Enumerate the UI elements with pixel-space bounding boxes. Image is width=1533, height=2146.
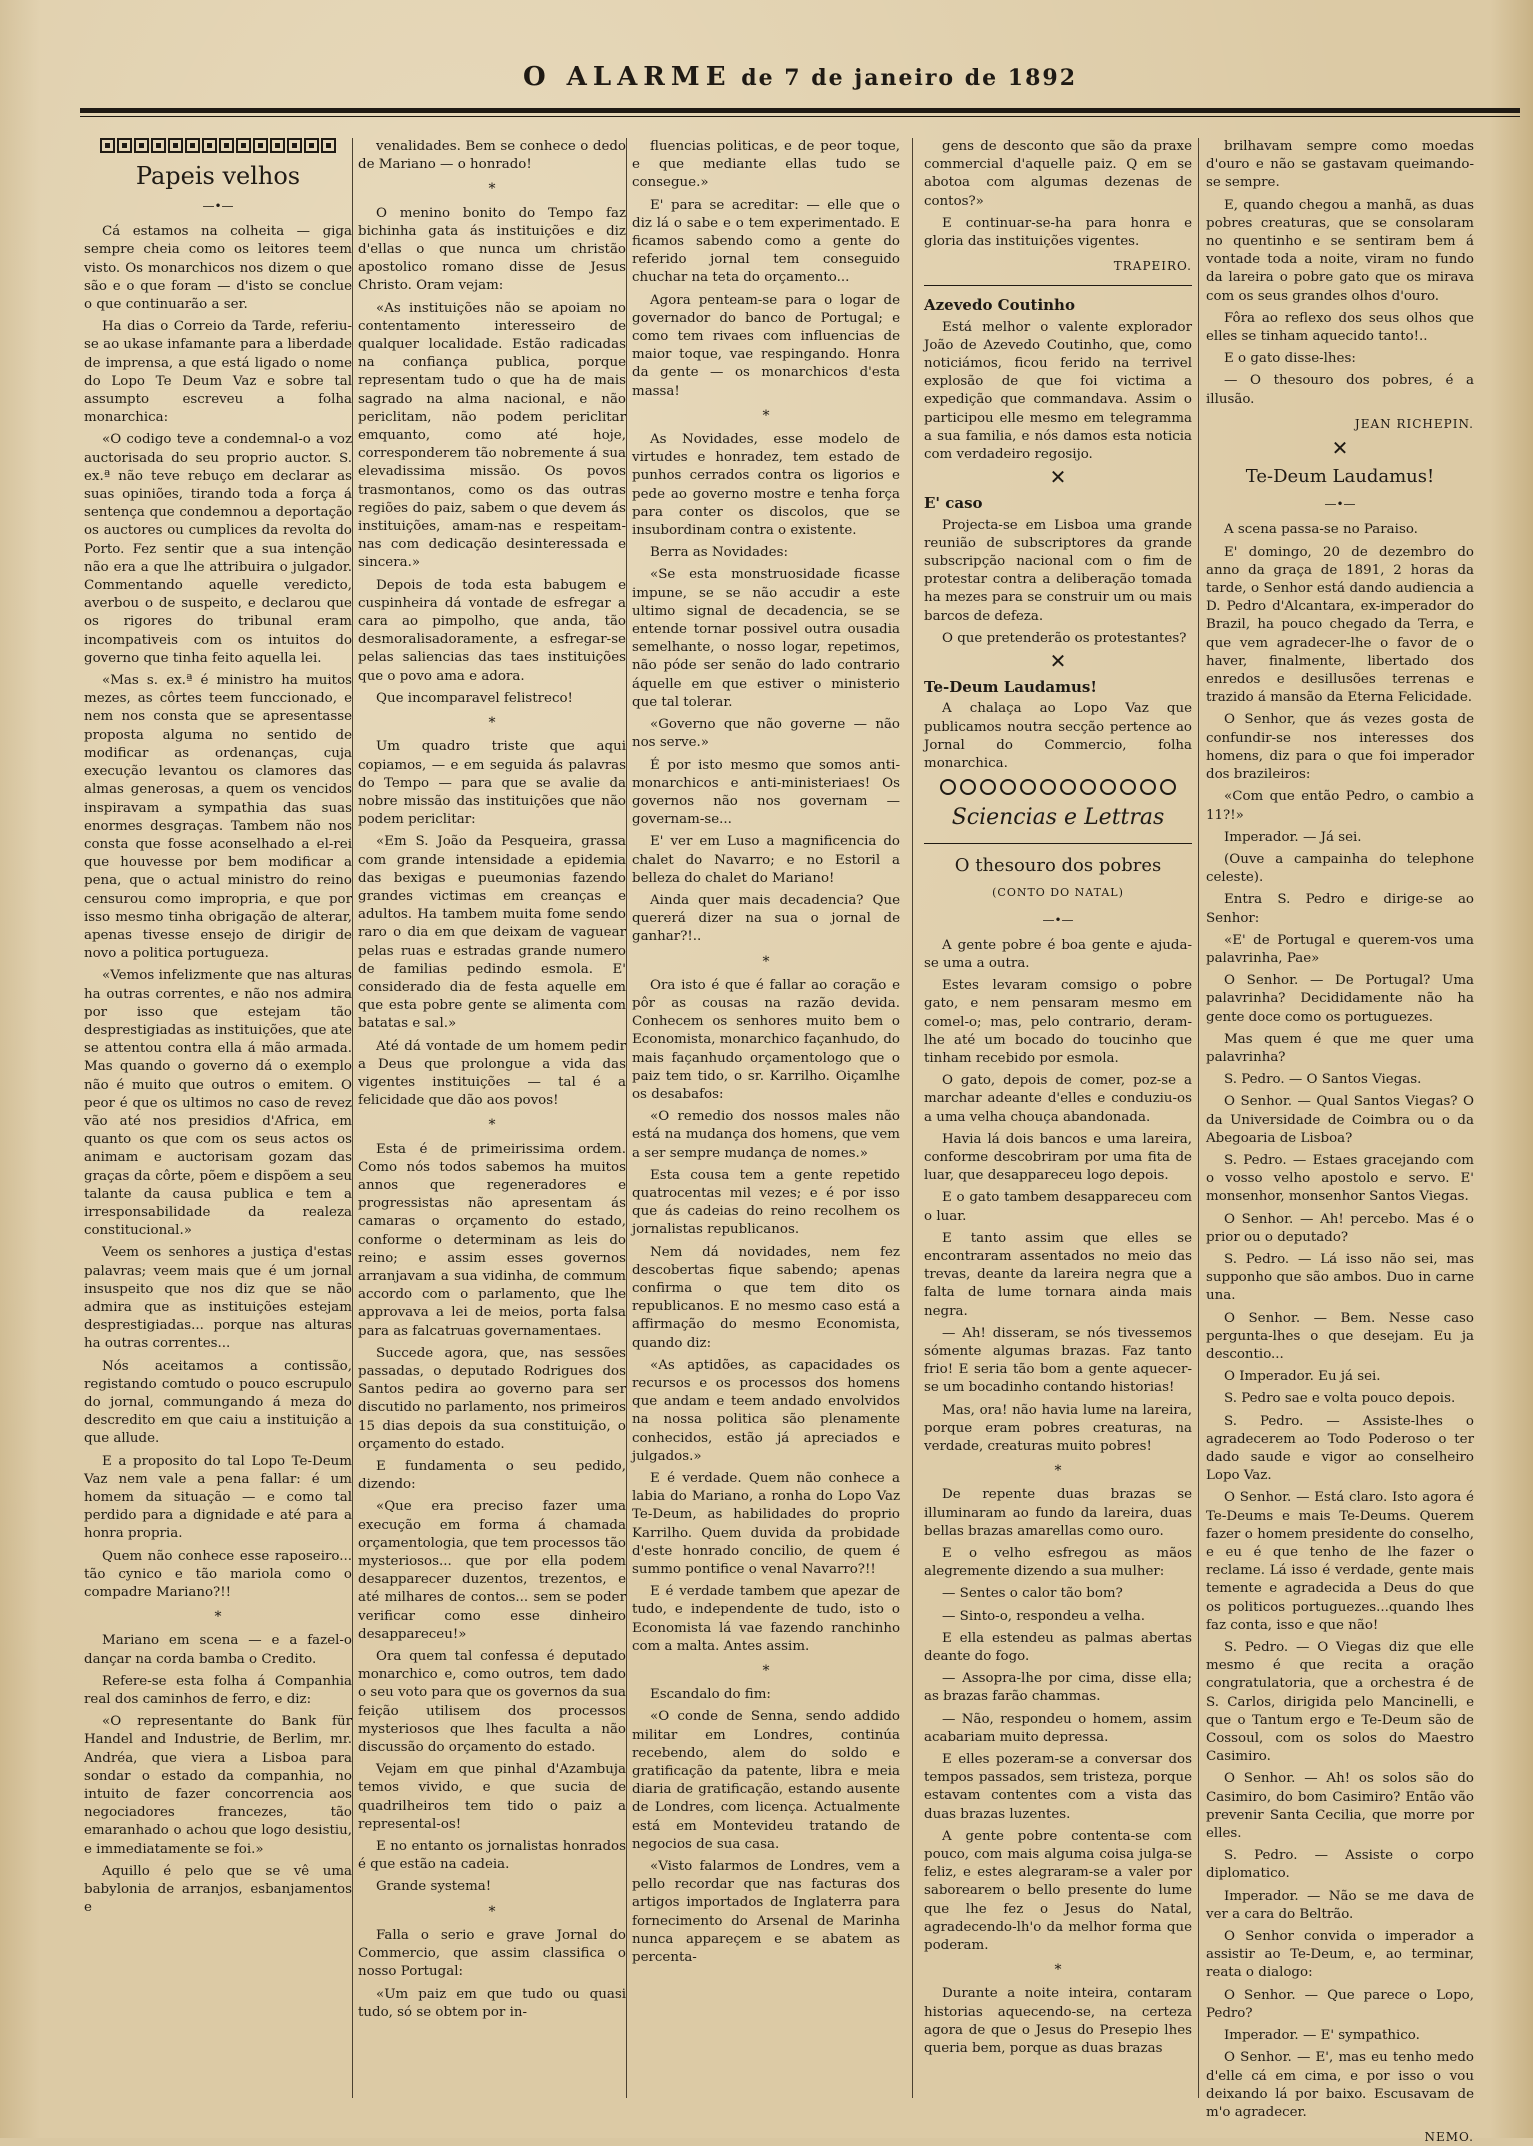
section-heading: Te-Deum Laudamus! (924, 678, 1097, 697)
rule (924, 843, 1192, 844)
paragraph: E elles pozeram-se a conversar dos tempos passados, sem tristeza, porque estavam contentes com a vista das duas brazas luzentes. (924, 1752, 1192, 1822)
quote-paragraph: «Vemos infelizmente que nas alturas ha outras correntes, e não nos admira por isso que estejam tão desprestigiadas as instituições, que ate se attentou contra ella á mão armada. Mas quando o governo dá o exemplo não é muito que outros o emitem. O peor é que os ultimos no caso de revez vão até nos presidios d'Africa, em quanto os que com os seus actos os animam e auctorisam gozam das graças da côrte, põem e dispõem a seu talante da causa publica e tem a irresponsabilidade da realeza constitucional.» (84, 968, 352, 1239)
column-divider (626, 138, 627, 2098)
paragraph: E no entanto os jornalistas honrados é que estão na cadeia. (358, 1839, 626, 1873)
paragraph: Durante a noite inteira, contaram historias aquecendo-se, na certeza agora de que o Jesus do Presepio lhes queria bem, porque as duas brazas (924, 1986, 1192, 2057)
story-title: O thesouro dos pobres (954, 855, 1162, 877)
quote-paragraph: «Que era preciso fazer uma execução em forma á chamada orçamentologia, que tem processos tão mysteriosos... que por ella podem desapparecer duzentos, trezentos, e até milhares de contos... sem se poder verificar como esse dinheiro desappareceu!» (358, 1499, 626, 1642)
paragraph: Aquillo é pelo que se vê uma babylonia de arranjos, esbanjamentos e (84, 1863, 352, 1916)
paragraph: Agora penteam-se para o logar de governador do banco de Portugal; e como tem rivaes com influencias de maior toque, vae respingando. Honra da gente — os monarchicos d'esta massa! (632, 292, 900, 399)
star-separator: * (762, 953, 770, 970)
quote-paragraph: «Um paiz em que tudo ou quasi tudo, só se obtem por in- (358, 1986, 626, 2020)
star-separator: * (488, 1903, 496, 1920)
column-4 (924, 138, 1192, 2118)
paragraph: A gente pobre é boa gente e ajuda-se uma a outra. (924, 937, 1192, 971)
paragraph: E o gato tambem desappareceu com o luar. (924, 1190, 1192, 1224)
paragraph: De repente duas brazas se illuminaram ao fundo da lareira, duas bellas brazas amarellas como ouro. (924, 1487, 1192, 1539)
paragraph: E, quando chegou a manhã, as duas pobres creaturas, que se consolaram no quentinho e se sentiram bem á vontade toda a noite, viram no fundo da lareira o pobre gato que os mirava com os seus grandes olhos d'ouro. (1206, 197, 1474, 304)
paragraph: E é verdade. Quem não conhece a labia do Mariano, a ronha do Lopo Vaz Te-Deum, as habilidades do proprio Karrilho. Quem duvida da probidade d'este honrado concilio, de quem é summo pontifice o venal Navarro?!! (632, 1471, 900, 1578)
paragraph: E' para se acreditar: — elle que o diz lá o sabe e o tem experimentado. E ficamos sabendo como a gente do referido jornal tem conseguido chuchar na teta do orçamento... (632, 197, 900, 286)
paragraph: — Assopra-lhe por cima, disse ella; as brazas farão chammas. (924, 1671, 1192, 1705)
paragraph: E fundamenta o seu pedido, dizendo: (358, 1459, 626, 1493)
paragraph: Ha dias o Correio da Tarde, referiu-se ao ukase infamante para a liberdade de imprensa, a que está ligado o nome do Lopo Te Deum Vaz e sobre tal assumpto escreveu a folha monarchica: (84, 319, 352, 426)
paragraph: — Ah! disseram, se nós tivessemos sómente algumas brazas. Faz tanto frio! E seria tão bom a gente aquecer-se um bocadinho contando historias! (924, 1325, 1192, 1396)
article-title: Papeis velhos (135, 162, 301, 190)
quote-paragraph: «As aptidões, as capacidades os recursos e os processos dos homens que andam e teem andado envolvidos na nossa politica são plenamente conhecidos, estão já apreciados e julgados.» (632, 1357, 900, 1464)
paragraph: O Senhor. — Ah! percebo. Mas é o prior ou o deputado? (1206, 1211, 1474, 1245)
paragraph: O Senhor. — De Portugal? Uma palavrinha? Decididamente não ha gente doce como os portuguezes. (1206, 973, 1474, 1025)
rule (924, 285, 1192, 286)
paragraph: S. Pedro. — Lá isso não sei, mas supponho que são ambos. Duo in carne una. (1206, 1251, 1474, 1304)
paragraph: Refere-se esta folha á Companhia real dos caminhos de ferro, e diz: (84, 1673, 352, 1708)
paragraph: Ainda quer mais decadencia? Que quererá dizer na sua o jornal de ganhar?!.. (632, 892, 900, 945)
paragraph: Mas quem é que me quer uma palavrinha? (1206, 1031, 1474, 1065)
article-title: Te-Deum Laudamus! (1245, 466, 1435, 488)
paragraph: E' ver em Luso a magnificencia do chalet do Navarro; e no Estoril a belleza do chalet do Mariano! (632, 834, 900, 886)
signature: NEMO. (1424, 2130, 1474, 2145)
paragraph: A gente pobre contenta-se com pouco, com mais alguma coisa julga-se feliz, e estes alegraram-se a valer por saborearem o bello presente do lume que lhe fez o Jesus do Natal, agradecendo-lh'o da melhor forma que poderam. (924, 1828, 1192, 1954)
paragraph: O Imperador. Eu já sei. (1224, 1369, 1381, 1385)
paragraph: — Sentes o calor tão bom? (942, 1586, 1123, 1602)
paragraph: Nem dá novidades, nem fez descobertas fique sabendo; apenas confirma o que tem dito os republicanos. E no mesmo caso está a affirmação do mesmo Economista, quando diz: (632, 1244, 900, 1351)
paragraph: O Senhor. — Está claro. Isto agora é Te-Deums e mais Te-Deums. Querem fazer o homem presidente do conselho, e eu é que tenho de lhe fazer o reclame. Lá isso é verdade, gente mais temente e agradecida a Deus do que os politicos portuguezes...quando lhes faz conta, isso e que não! (1206, 1490, 1474, 1633)
paragraph: Veem os senhores a justiça d'estas palavras; veem mais que é um jornal insuspeito que nos diz que se não admira que as instituições estejam desprestigiadas... porque nas alturas ha outras correntes... (84, 1245, 352, 1352)
paragraph: Escandalo do fim: (650, 1687, 771, 1703)
paragraph: Quem não conhece esse raposeiro... tão cynico e tão mariola como o compadre Mariano?!! (84, 1548, 352, 1601)
paragraph: Esta é de primeirissima ordem. Como nós todos sabemos ha muitos annos que regeneradores e progressistas não apresentam ás camaras o orçamento do estado, conforme o determinam as leis do reino; e assim esses governos arranjavam a sua vidinha, de commum accordo com o parlamento, que lhe approvava a lei de meios, porta falsa para as falcatruas governamentaes. (358, 1141, 626, 1339)
paragraph: venalidades. Bem se conhece o dedo de Mariano — o honrado! (358, 139, 626, 173)
cross-separator: ✕ (1049, 649, 1067, 674)
paragraph: Entra S. Pedro e dirige-se ao Senhor: (1206, 892, 1474, 926)
section-heading: Azevedo Coutinho (924, 296, 1075, 315)
paragraph: (Ouve a campainha do telephone celeste). (1206, 851, 1474, 886)
paragraph: A chalaça ao Lopo Vaz que publicamos noutra secção pertence ao Jornal do Commercio, folha monarchica. (924, 701, 1192, 772)
quote-paragraph: «O conde de Senna, sendo addido militar em Londres, continúa recebendo, alem do soldo e gratificação da patente, libra e meia diaria de gratificação, estando ausente de Londres, com licença. Actualmente está em Montevideu tratando de negocios de sua casa. (632, 1709, 900, 1852)
paragraph: O menino bonito do Tempo faz bichinha gata ás instituições e diz d'ellas o que nunca um christão apostolico romano disse de Jesus Christo. Oram vejam: (358, 205, 626, 294)
section-heading: E' caso (924, 494, 983, 513)
masthead-date: de 7 de janeiro de 1892 (741, 65, 1078, 91)
star-separator: * (762, 407, 770, 424)
paragraph: O Senhor. — Que parece o Lopo, Pedro? (1206, 1987, 1474, 2021)
paragraph: S. Pedro. — O Santos Viegas. (1224, 1072, 1422, 1088)
story-subtitle: (CONTO DO NATAL) (992, 886, 1124, 900)
paragraph: Havia lá dois bancos e uma lareira, conforme descobriram por uma fita de luar, que desappareceu logo depois. (924, 1131, 1192, 1184)
paragraph: Um quadro triste que aqui copiamos, — e em seguida ás palavras do Tempo — para que se avalie da nobre missão das instituições que não podem periclitar: (358, 739, 626, 828)
column-divider (912, 138, 913, 2098)
paragraph: E a proposito do tal Lopo Te-Deum Vaz nem vale a pena fallar: é um homem da situação — e como tal perdido para a dignidade e até para a honra propria. (84, 1453, 352, 1542)
paragraph: — O thesouro dos pobres, é a illusão. (1206, 373, 1474, 407)
paragraph: Imperador. — E' sympathico. (1224, 2028, 1420, 2044)
quote-paragraph: «O representante do Bank für Handel and Industrie, de Berlim, mr. Andréa, que viera a Lisboa para sondar o estado da companhia, no intuito de fazer concorrencia aos negociadores francezes, tão emaranhado o achou que logo desistiu, e immediatamente se foi.» (84, 1714, 352, 1857)
star-separator: * (488, 715, 496, 732)
paragraph: E' domingo, 20 de dezembro do anno da graça de 1891, 2 horas da tarde, o Senhor está dando audiencia a D. Pedro d'Alcantara, ex-imperador do Brazil, ha pouco chegado da Terra, e que vem agradecer-lhe o favor de o haver, finalmente, libertado dos enredos e desillusões terrenas e trazido á mansão da Eterna Felicidade. (1206, 544, 1474, 706)
paragraph: Cá estamos na colheita — giga sempre cheia como os leitores teem visto. Os monarchicos nos dizem o que são e o que foram — d'isto se conclue o que continuarão a ser. (84, 224, 352, 313)
paragraph: O gato, depois de comer, poz-se a marchar adeante d'elles e conduziu-os a uma velha chouça abandonada. (924, 1073, 1192, 1125)
masthead-brand: O ALARME (522, 62, 732, 92)
paragraph: Está melhor o valente explorador João de Azevedo Coutinho, que, como noticiámos, ficou ferido na terrivel explosão de que foi victima a expedição que commandava. Assim o participou elle mesmo em telegramma a sua familia, e nós damos esta noticia com verdadeiro regosijo. (924, 319, 1192, 463)
paragraph: Imperador. — Já sei. (1224, 829, 1362, 845)
quote-paragraph: «Mas s. ex.ª é ministro ha muitos mezes, as côrtes teem funccionado, e nem nos consta que se apresentasse proposta alguma no sentido de modificar as ordenanças, cuja execução levantou os clamores das almas generosas, a quem os vencidos inspiravam a sympathia das suas enormes desgraças. Tambem não nos consta que fosse aconselhado a el-rei que houvesse por bem modificar a pena, que o actual ministro do reino censurou como impropria, e que por isso mesmo tinha obrigação de alterar, apenas tivesse ensejo de dirigir de novo a politica portugueza. (84, 673, 352, 962)
paragraph: Esta cousa tem a gente repetido quatrocentas mil vezes; e é por isso que ás cadeias do reino recolhem os jornalistas republicanos. (632, 1167, 900, 1238)
column-1 (84, 138, 352, 2118)
paragraph: Que incomparavel felistreco! (376, 690, 573, 706)
masthead-rule (80, 108, 1520, 113)
paragraph: S. Pedro. — O Viegas diz que elle mesmo é que recita a oração congratulatoria, que a orchestra é de S. Carlos, dirigida pelo Mancinelli, e que o Tantum ergo e Te-Deum são de Cossoul, com os solos do Maestro Casimiro. (1206, 1640, 1474, 1765)
paragraph: Grande systema! (376, 1879, 492, 1895)
quote-paragraph: «As instituições não se apoiam no contentamento interesseiro de qualquer localidade. Estão radicadas na confiança publica, porque representam tudo o que ha de mais sagrado na alma nacional, e não periclitam, não podem periclitar emquanto, como até hoje, corresponderem tão nobremente á sua elevadissima missão. Os povos trasmontanos, como os das outras regiões do paiz, sabem o que devem ás instituições, amam-nas e respeitam-nas com dedicação desinteressada e sincera.» (358, 300, 626, 571)
paragraph: Ora quem tal confessa é deputado monarchico e, como outros, tem dado o seu voto para que os governos da sua feição utilisem dos processos mysteriosos que lhes faculta a não discussão do orçamento do estado. (358, 1649, 626, 1756)
paragraph: Nós aceitamos a contissão, registando comtudo o pouco escrupulo do jornal, commungando á meza do descredito em que caiu a instituição a que allude. (84, 1358, 352, 1447)
column-5 (1206, 138, 1474, 2145)
star-separator: * (488, 1117, 496, 1134)
paragraph: — Não, respondeu o homem, assim acabariam muito depressa. (924, 1711, 1192, 1745)
paragraph: O Senhor, que ás vezes gosta de confundir-se nos interesses dos homens, diz para o que foi imperador dos brazileiros: (1206, 712, 1474, 783)
quote-paragraph: «Se esta monstruosidade ficasse impune, se se não accudir a este ultimo signal de decadencia, se se entende tornar possivel outra ousadia semelhante, o nosso logar, repetimos, não póde ser senão do lado contrario áquelle em que estiver o ministerio que tal tolerar. (632, 567, 900, 710)
separator: —•— (1324, 497, 1356, 512)
paragraph: brilhavam sempre como moedas d'ouro e não se gastavam queimando-se sempre. (1206, 139, 1474, 191)
paragraph: A scena passa-se no Paraiso. (1224, 522, 1418, 538)
paragraph: S. Pedro. — Estaes gracejando com o vosso velho apostolo e servo. E' monsenhor, monsenhor Santos Viegas. (1206, 1152, 1474, 1205)
paragraph: E o velho esfregou as mãos alegremente dizendo a sua mulher: (924, 1546, 1192, 1580)
paragraph: O que pretenderão os protestantes? (942, 630, 1187, 646)
paragraph: Ora isto é que é fallar ao coração e pôr as cousas na razão devida. Conhecem os senhores muito bem o Economista, monarchico façanhudo, do mais façanhudo orçamentologo que o paiz tem tido, o sr. Karrilho. Oiçamlhe os desabafos: (632, 977, 900, 1102)
paragraph: Depois de toda esta babugem e cuspinheira dá vontade de esfregar a cara ao pimpolho, que anda, tão desmoralisadoramente, a esfregar-se pelas saliencias das taes instituições que o povo ama e adora. (358, 577, 626, 684)
separator: —•— (202, 199, 234, 213)
quote-paragraph: «Visto falarmos de Londres, vem a pello recordar que nas facturas dos artigos importados de Inglaterra para fornecimento do Arsenal de Marinha nunca appareçem e se abatem as percenta- (632, 1859, 900, 1966)
paragraph: O Senhor. — Bem. Nesse caso pergunta-lhes o que desejam. Eu ja descontio... (1206, 1310, 1474, 1362)
separator: —•— (1042, 912, 1074, 927)
column-3 (632, 138, 900, 2118)
paragraph: É por isto mesmo que somos anti-monarchicos e anti-ministeriaes! Os governos não nos governam — governam-se... (632, 757, 900, 828)
paragraph: Falla o serio e grave Jornal do Commercio, que assim classifica o nosso Portugal: (358, 1927, 626, 1980)
signature: JEAN RICHEPIN. (1354, 416, 1474, 431)
paragraph: Mariano em scena — e a fazel-o dançar na corda bamba o Credito. (84, 1633, 352, 1667)
paragraph: Berra as Novidades: (650, 545, 788, 561)
paragraph: S. Pedro. — Assiste-lhes o agradecerem ao Todo Poderoso o ter dado saude e vigor ao conselheiro Lopo Vaz. (1206, 1413, 1474, 1484)
quote-paragraph: «Governo que não governe — não nos serve.» (632, 717, 900, 751)
paragraph: «Com que então Pedro, o cambio a 11?!» (1206, 789, 1474, 823)
paragraph: Succede agora, que, nas sessões passadas, o deputado Rodrigues dos Santos pedira ao governo para ser discutido no parlamento, nos primeiros 15 dias depois da sua constituição, o orçamento do estado. (358, 1345, 626, 1452)
paragraph: gens de desconto que são da praxe commercial d'aquelle paiz. Q em se abotoa com algumas dezenas de contos?» (924, 139, 1192, 209)
paragraph: Fôra ao reflexo dos seus olhos que elles se tinham aquecido tanto!.. (1206, 310, 1474, 345)
quote-paragraph: «O codigo teve a condemnal-o a voz auctorisada do seu proprio auctor. S. ex.ª não teve rebuço em declarar as suas opiniões, tirando toda a força á sentença que condemnou a deportação os auctores ou cumplices da revolta do Porto. Fez sentir que a sua intenção não era a que lhe attribuira o julgador. Commentando aquelle veredicto, averbou o de suspeito, e declarou que os rigores do tribunal eram incompativeis com os intuitos do governo que tinha feito aquella lei. (84, 432, 352, 666)
paragraph: fluencias politicas, e de peor toque, e que mediante ellas tudo se consegue.» (632, 139, 900, 191)
star-separator: * (1054, 1463, 1062, 1480)
quote-paragraph: «Em S. João da Pesqueira, grassa com grande intensidade a epidemia das bexigas e pueumonias fazendo grandes victimas em creanças e adultos. Ha tambem muita fome sendo raro o dia em que deixam de vaguear pelas ruas e estradas grande numero de familias pedindo esmola. E' considerado dia de festa aquelle em que esta pobre gente se alimenta com batatas e sal.» (358, 834, 626, 1032)
paragraph: Até dá vontade de um homem pedir a Deus que prolongue a vida das vigentes instituições — tal é a felicidade que dão aos povos! (358, 1038, 626, 1109)
star-separator: * (488, 181, 496, 198)
paragraph: «E' de Portugal e querem-vos uma palavrinha, Pae» (1206, 932, 1474, 966)
paragraph: E tanto assim que elles se encontraram assentados no meio das trevas, deante da lareira negra que a falta de lume tornara ainda mais negra. (924, 1230, 1192, 1319)
paragraph: O Senhor. — Qual Santos Viegas? O da Universidade de Coimbra ou o da Abegoaria de Lisboa? (1206, 1094, 1474, 1146)
star-separator: * (1054, 1962, 1062, 1979)
ornament-border (924, 779, 1192, 795)
column-2 (358, 138, 626, 2118)
star-separator: * (214, 1609, 222, 1626)
paragraph: O Senhor. — E', mas eu tenho medo d'elle cá em cima, e por isso o vou deixando lá por baixo. Escusavam de m'o agradecer. (1206, 2050, 1474, 2120)
quote-paragraph: «O remedio dos nossos males não está na mudança dos homens, que vem a ser sempre mudança de nomes.» (632, 1109, 900, 1161)
paragraph: Estes levaram comsigo o pobre gato, e nem pensaram mesmo em comel-o; mas, pelo contrario, deram-lhe até um bocado do toucinho que tinham recebido por esmola. (924, 978, 1192, 1066)
star-separator: * (762, 1663, 770, 1680)
paragraph: E ella estendeu as palmas abertas deante do fogo. (924, 1630, 1192, 1665)
ornament-border (84, 138, 352, 153)
paragraph: — Sinto-o, respondeu a velha. (942, 1608, 1145, 1624)
paragraph: As Novidades, esse modelo de virtudes e honradez, tem estado de punhos cerrados contra os ligorios e pede ao governo mostre e tenha força para conter os discolos, que se insubordinam contra o existente. (632, 432, 900, 539)
section-title: Sciencias e Lettras (951, 805, 1165, 831)
masthead (80, 62, 1520, 92)
paragraph: E continuar-se-ha para honra e gloria das instituições vigentes. (924, 215, 1192, 250)
column-divider (352, 138, 353, 2098)
paragraph: O Senhor. — Ah! os solos são do Casimiro, do bom Casimiro? Então vão prevenir Santa Cecilia, que morre por elles. (1206, 1771, 1474, 1842)
signature: TRAPEIRO. (1113, 259, 1192, 274)
paragraph: O Senhor convida o imperador a assistir ao Te-Deum, e, ao terminar, reata o dialogo: (1206, 1929, 1474, 1981)
paragraph: Imperador. — Não se me dava de ver a cara do Beltrão. (1206, 1888, 1474, 1922)
masthead-rule-thin (80, 116, 1520, 117)
cross-separator: ✕ (1049, 465, 1067, 490)
paragraph: S. Pedro. — Assiste o corpo diplomatico. (1206, 1848, 1474, 1882)
column-divider (1198, 138, 1199, 2098)
cross-separator: ✕ (1331, 436, 1349, 461)
paragraph: S. Pedro sae e volta pouco depois. (1224, 1391, 1456, 1407)
paragraph: Mas, ora! não havia lume na lareira, porque eram pobres creaturas, na verdade, creaturas muito pobres! (924, 1402, 1192, 1454)
paragraph: Projecta-se em Lisboa uma grande reunião de subscriptores da grande subscripção nacional com o fim de protestar contra a deliberação tomada ha mezes para se construir um ou mais barcos de defeza. (924, 517, 1192, 624)
paragraph: E o gato disse-lhes: (1224, 351, 1356, 367)
paragraph: E é verdade tambem que apezar de tudo, e independente de tudo, isto o Economista lá vae fazendo ranchinho com a malta. Antes assim. (632, 1584, 900, 1654)
paragraph: Vejam em que pinhal d'Azambuja temos vivido, e que sucia de quadrilheiros tem tido o paiz a represental-os! (358, 1762, 626, 1832)
